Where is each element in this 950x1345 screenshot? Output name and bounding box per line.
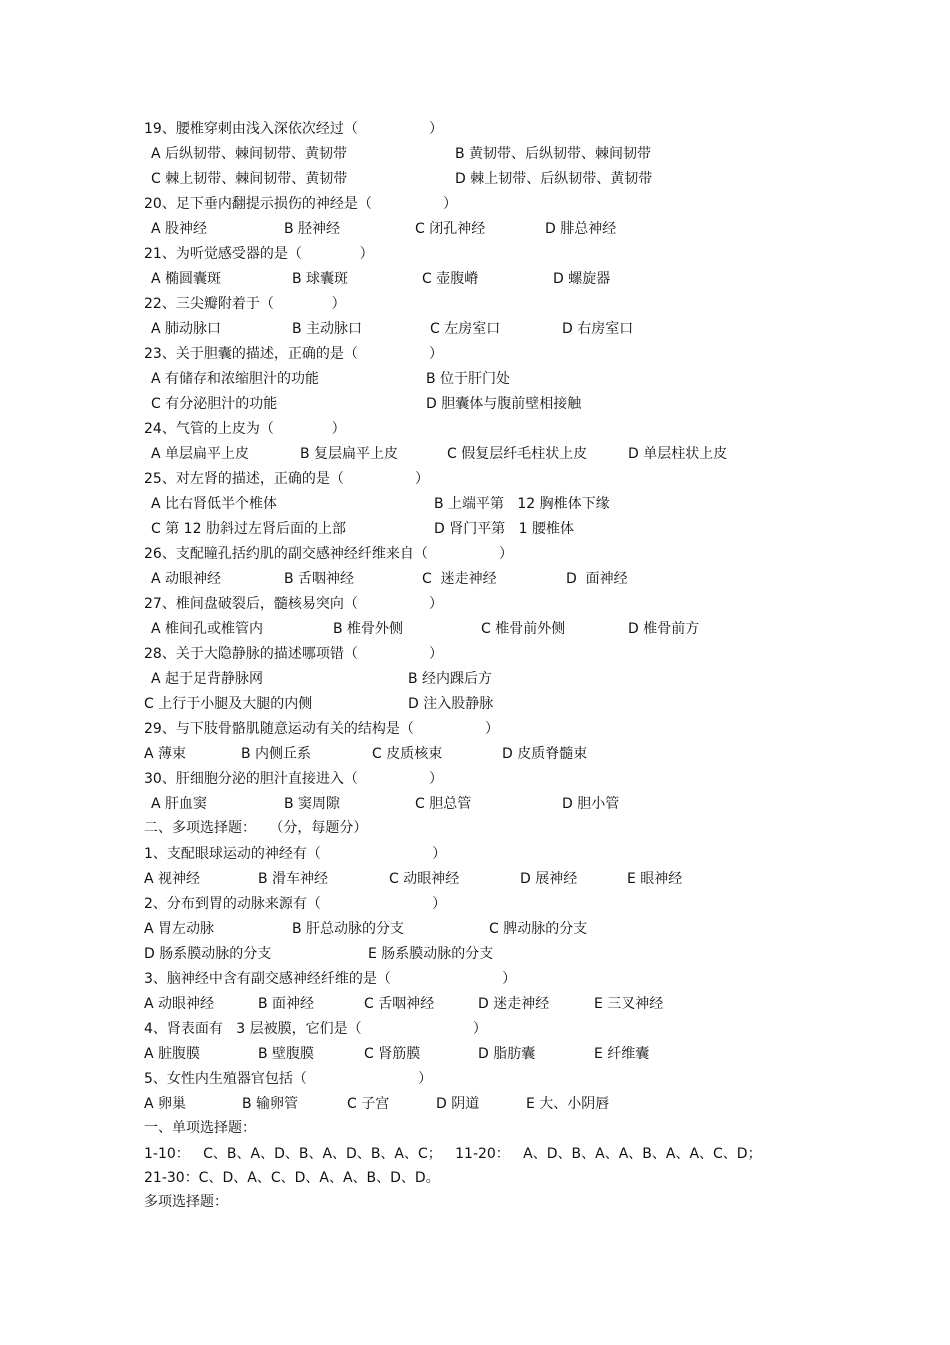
text-segment: E 大、小阴唇 — [526, 1096, 610, 1112]
text-segment: 5、女性内生殖器官包括（ ） — [144, 1071, 433, 1087]
text-segment: D 胆小管 — [562, 796, 620, 812]
text-line — [0, 692, 950, 717]
text-segment: B 滑车神经 — [258, 871, 329, 887]
text-segment: A 单层扁平上皮 — [151, 446, 250, 462]
text-line — [0, 1116, 950, 1141]
text-segment: B 复层扁平上皮 — [300, 446, 399, 462]
text-line — [0, 667, 950, 692]
text-segment: D 胆囊体与腹前壁相接触 — [426, 396, 582, 412]
text-segment: C 舌咽神经 — [364, 996, 435, 1012]
text-segment: A 薄束 — [144, 746, 187, 762]
text-segment: B 位于肝门处 — [426, 371, 511, 387]
text-line — [0, 167, 950, 192]
text-line — [0, 117, 950, 142]
text-segment: 29、与下肢骨骼肌随意运动有关的结构是（ ） — [144, 721, 500, 737]
text-segment: 2、分布到胃的动脉来源有（ ） — [144, 896, 447, 912]
text-line — [0, 1142, 950, 1167]
text-segment: A 股神经 — [151, 221, 208, 237]
text-line — [0, 892, 950, 917]
text-segment: 1-10： C、B、A、D、B、A、D、B、A、C； 11-20： A、D、B、A、A、B、A、A、C、D； — [144, 1146, 762, 1162]
text-segment: D 注入股静脉 — [408, 696, 494, 712]
text-line — [0, 417, 950, 442]
text-line — [0, 542, 950, 567]
text-line — [0, 592, 950, 617]
text-segment: B 面神经 — [258, 996, 315, 1012]
text-line — [0, 367, 950, 392]
text-segment: 23、关于胆囊的描述，正确的是（ ） — [144, 346, 444, 362]
text-segment: D 阴道 — [436, 1096, 480, 1112]
text-segment: 24、气管的上皮为（ ） — [144, 421, 346, 437]
text-segment: B 壁腹膜 — [258, 1046, 315, 1062]
text-segment: A 动眼神经 — [151, 571, 222, 587]
text-segment: E 三叉神经 — [594, 996, 664, 1012]
text-segment: C 椎骨前外侧 — [481, 621, 566, 637]
text-line — [0, 1166, 950, 1191]
text-segment: 二、多项选择题： （分，每题分） — [144, 820, 368, 836]
text-line — [0, 1092, 950, 1117]
text-line — [0, 967, 950, 992]
text-line — [0, 217, 950, 242]
text-segment: E 眼神经 — [627, 871, 683, 887]
text-segment: D 脂肪囊 — [478, 1046, 536, 1062]
text-segment: A 视神经 — [144, 871, 201, 887]
text-segment: 21-30：C、D、A、C、D、A、A、B、D、D。 — [144, 1170, 440, 1186]
text-segment: B 经内踝后方 — [408, 671, 493, 687]
text-segment: B 椎骨外侧 — [333, 621, 404, 637]
text-segment: B 胫神经 — [284, 221, 341, 237]
text-line — [0, 917, 950, 942]
text-segment: 30、肝细胞分泌的胆汁直接进入（ ） — [144, 771, 444, 787]
text-line — [0, 1042, 950, 1067]
text-segment: A 动眼神经 — [144, 996, 215, 1012]
text-segment: D 螺旋器 — [553, 271, 611, 287]
text-line — [0, 267, 950, 292]
text-segment: C 上行于小腿及大腿的内侧 — [144, 696, 313, 712]
text-segment: B 上端平第 12 胸椎体下缘 — [434, 496, 610, 512]
text-line — [0, 867, 950, 892]
text-line — [0, 642, 950, 667]
text-segment: D 腓总神经 — [545, 221, 617, 237]
text-line — [0, 1067, 950, 1092]
text-segment: 22、三尖瓣附着于（ ） — [144, 296, 346, 312]
text-segment: C 左房室口 — [430, 321, 501, 337]
text-line — [0, 1017, 950, 1042]
text-segment: 21、为听觉感受器的是（ ） — [144, 246, 374, 262]
text-segment: 26、支配瞳孔括约肌的副交感神经纤维来自（ ） — [144, 546, 514, 562]
text-segment: C 动眼神经 — [389, 871, 460, 887]
text-segment: 25、对左肾的描述，正确的是（ ） — [144, 471, 430, 487]
text-segment: A 肝血窦 — [151, 796, 208, 812]
text-line — [0, 942, 950, 967]
text-segment: D 面神经 — [566, 571, 628, 587]
text-segment: C 迷走神经 — [422, 571, 497, 587]
text-segment: B 内侧丘系 — [241, 746, 312, 762]
text-segment: D 右房室口 — [562, 321, 634, 337]
text-line — [0, 492, 950, 517]
text-segment: D 肾门平第 1 腰椎体 — [434, 521, 574, 537]
text-line — [0, 242, 950, 267]
text-segment: A 后纵韧带、棘间韧带、黄韧带 — [151, 146, 348, 162]
text-segment: B 窦周隙 — [284, 796, 341, 812]
text-line — [0, 1190, 950, 1215]
text-line — [0, 567, 950, 592]
text-segment: C 有分泌胆汁的功能 — [151, 396, 278, 412]
text-line — [0, 442, 950, 467]
text-segment: A 脏腹膜 — [144, 1046, 201, 1062]
text-line — [0, 816, 950, 841]
text-segment: C 棘上韧带、棘间韧带、黄韧带 — [151, 171, 348, 187]
text-segment: 一、单项选择题： — [144, 1120, 256, 1136]
text-line — [0, 467, 950, 492]
text-segment: D 椎骨前方 — [628, 621, 700, 637]
text-line — [0, 842, 950, 867]
text-segment: D 肠系膜动脉的分支 — [144, 946, 272, 962]
text-line — [0, 392, 950, 417]
text-line — [0, 792, 950, 817]
text-segment: E 纤维囊 — [594, 1046, 650, 1062]
text-segment: D 展神经 — [520, 871, 578, 887]
text-line — [0, 717, 950, 742]
text-segment: 4、肾表面有 3 层被膜，它们是（ ） — [144, 1021, 487, 1037]
text-segment: A 椎间孔或椎管内 — [151, 621, 264, 637]
text-segment: A 胃左动脉 — [144, 921, 215, 937]
text-segment: 20、足下垂内翻提示损伤的神经是（ ） — [144, 196, 458, 212]
text-segment: D 迷走神经 — [478, 996, 550, 1012]
text-segment: B 主动脉口 — [292, 321, 363, 337]
text-line — [0, 142, 950, 167]
text-segment: C 肾筋膜 — [364, 1046, 421, 1062]
text-segment: A 有储存和浓缩胆汁的功能 — [151, 371, 320, 387]
text-segment: B 舌咽神经 — [284, 571, 355, 587]
text-segment: A 起于足背静脉网 — [151, 671, 264, 687]
text-segment: 28、关于大隐静脉的描述哪项错（ ） — [144, 646, 444, 662]
text-segment: A 卵巢 — [144, 1096, 187, 1112]
text-segment: C 闭孔神经 — [415, 221, 486, 237]
text-line — [0, 742, 950, 767]
text-line — [0, 342, 950, 367]
text-segment: 1、支配眼球运动的神经有（ ） — [144, 846, 447, 862]
text-segment: C 胆总管 — [415, 796, 472, 812]
text-line — [0, 992, 950, 1017]
text-segment: C 第 12 肋斜过左肾后面的上部 — [151, 521, 346, 537]
text-segment: C 假复层纤毛柱状上皮 — [447, 446, 588, 462]
text-line — [0, 292, 950, 317]
text-line — [0, 517, 950, 542]
text-segment: 多项选择题： — [144, 1194, 228, 1210]
text-segment: C 子宫 — [347, 1096, 390, 1112]
text-segment: 3、脑神经中含有副交感神经纤维的是（ ） — [144, 971, 517, 987]
text-segment: A 椭圆囊斑 — [151, 271, 222, 287]
text-segment: B 黄韧带、后纵韧带、棘间韧带 — [455, 146, 652, 162]
text-segment: D 皮质脊髓束 — [502, 746, 588, 762]
text-segment: 19、腰椎穿刺由浅入深依次经过（ ） — [144, 121, 444, 137]
text-segment: C 皮质核束 — [372, 746, 443, 762]
text-segment: A 肺动脉口 — [151, 321, 222, 337]
text-segment: 27、椎间盘破裂后，髓核易突向（ ） — [144, 596, 444, 612]
text-segment: B 输卵管 — [242, 1096, 299, 1112]
text-line — [0, 192, 950, 217]
text-segment: D 棘上韧带、后纵韧带、黄韧带 — [455, 171, 653, 187]
text-line — [0, 767, 950, 792]
text-segment: B 肝总动脉的分支 — [292, 921, 405, 937]
text-segment: C 脾动脉的分支 — [489, 921, 588, 937]
text-segment: A 比右肾低半个椎体 — [151, 496, 278, 512]
text-line — [0, 317, 950, 342]
text-segment: C 壶腹嵴 — [422, 271, 479, 287]
text-segment: B 球囊斑 — [292, 271, 349, 287]
text-line — [0, 617, 950, 642]
text-segment: D 单层柱状上皮 — [628, 446, 728, 462]
text-segment: E 肠系膜动脉的分支 — [368, 946, 494, 962]
